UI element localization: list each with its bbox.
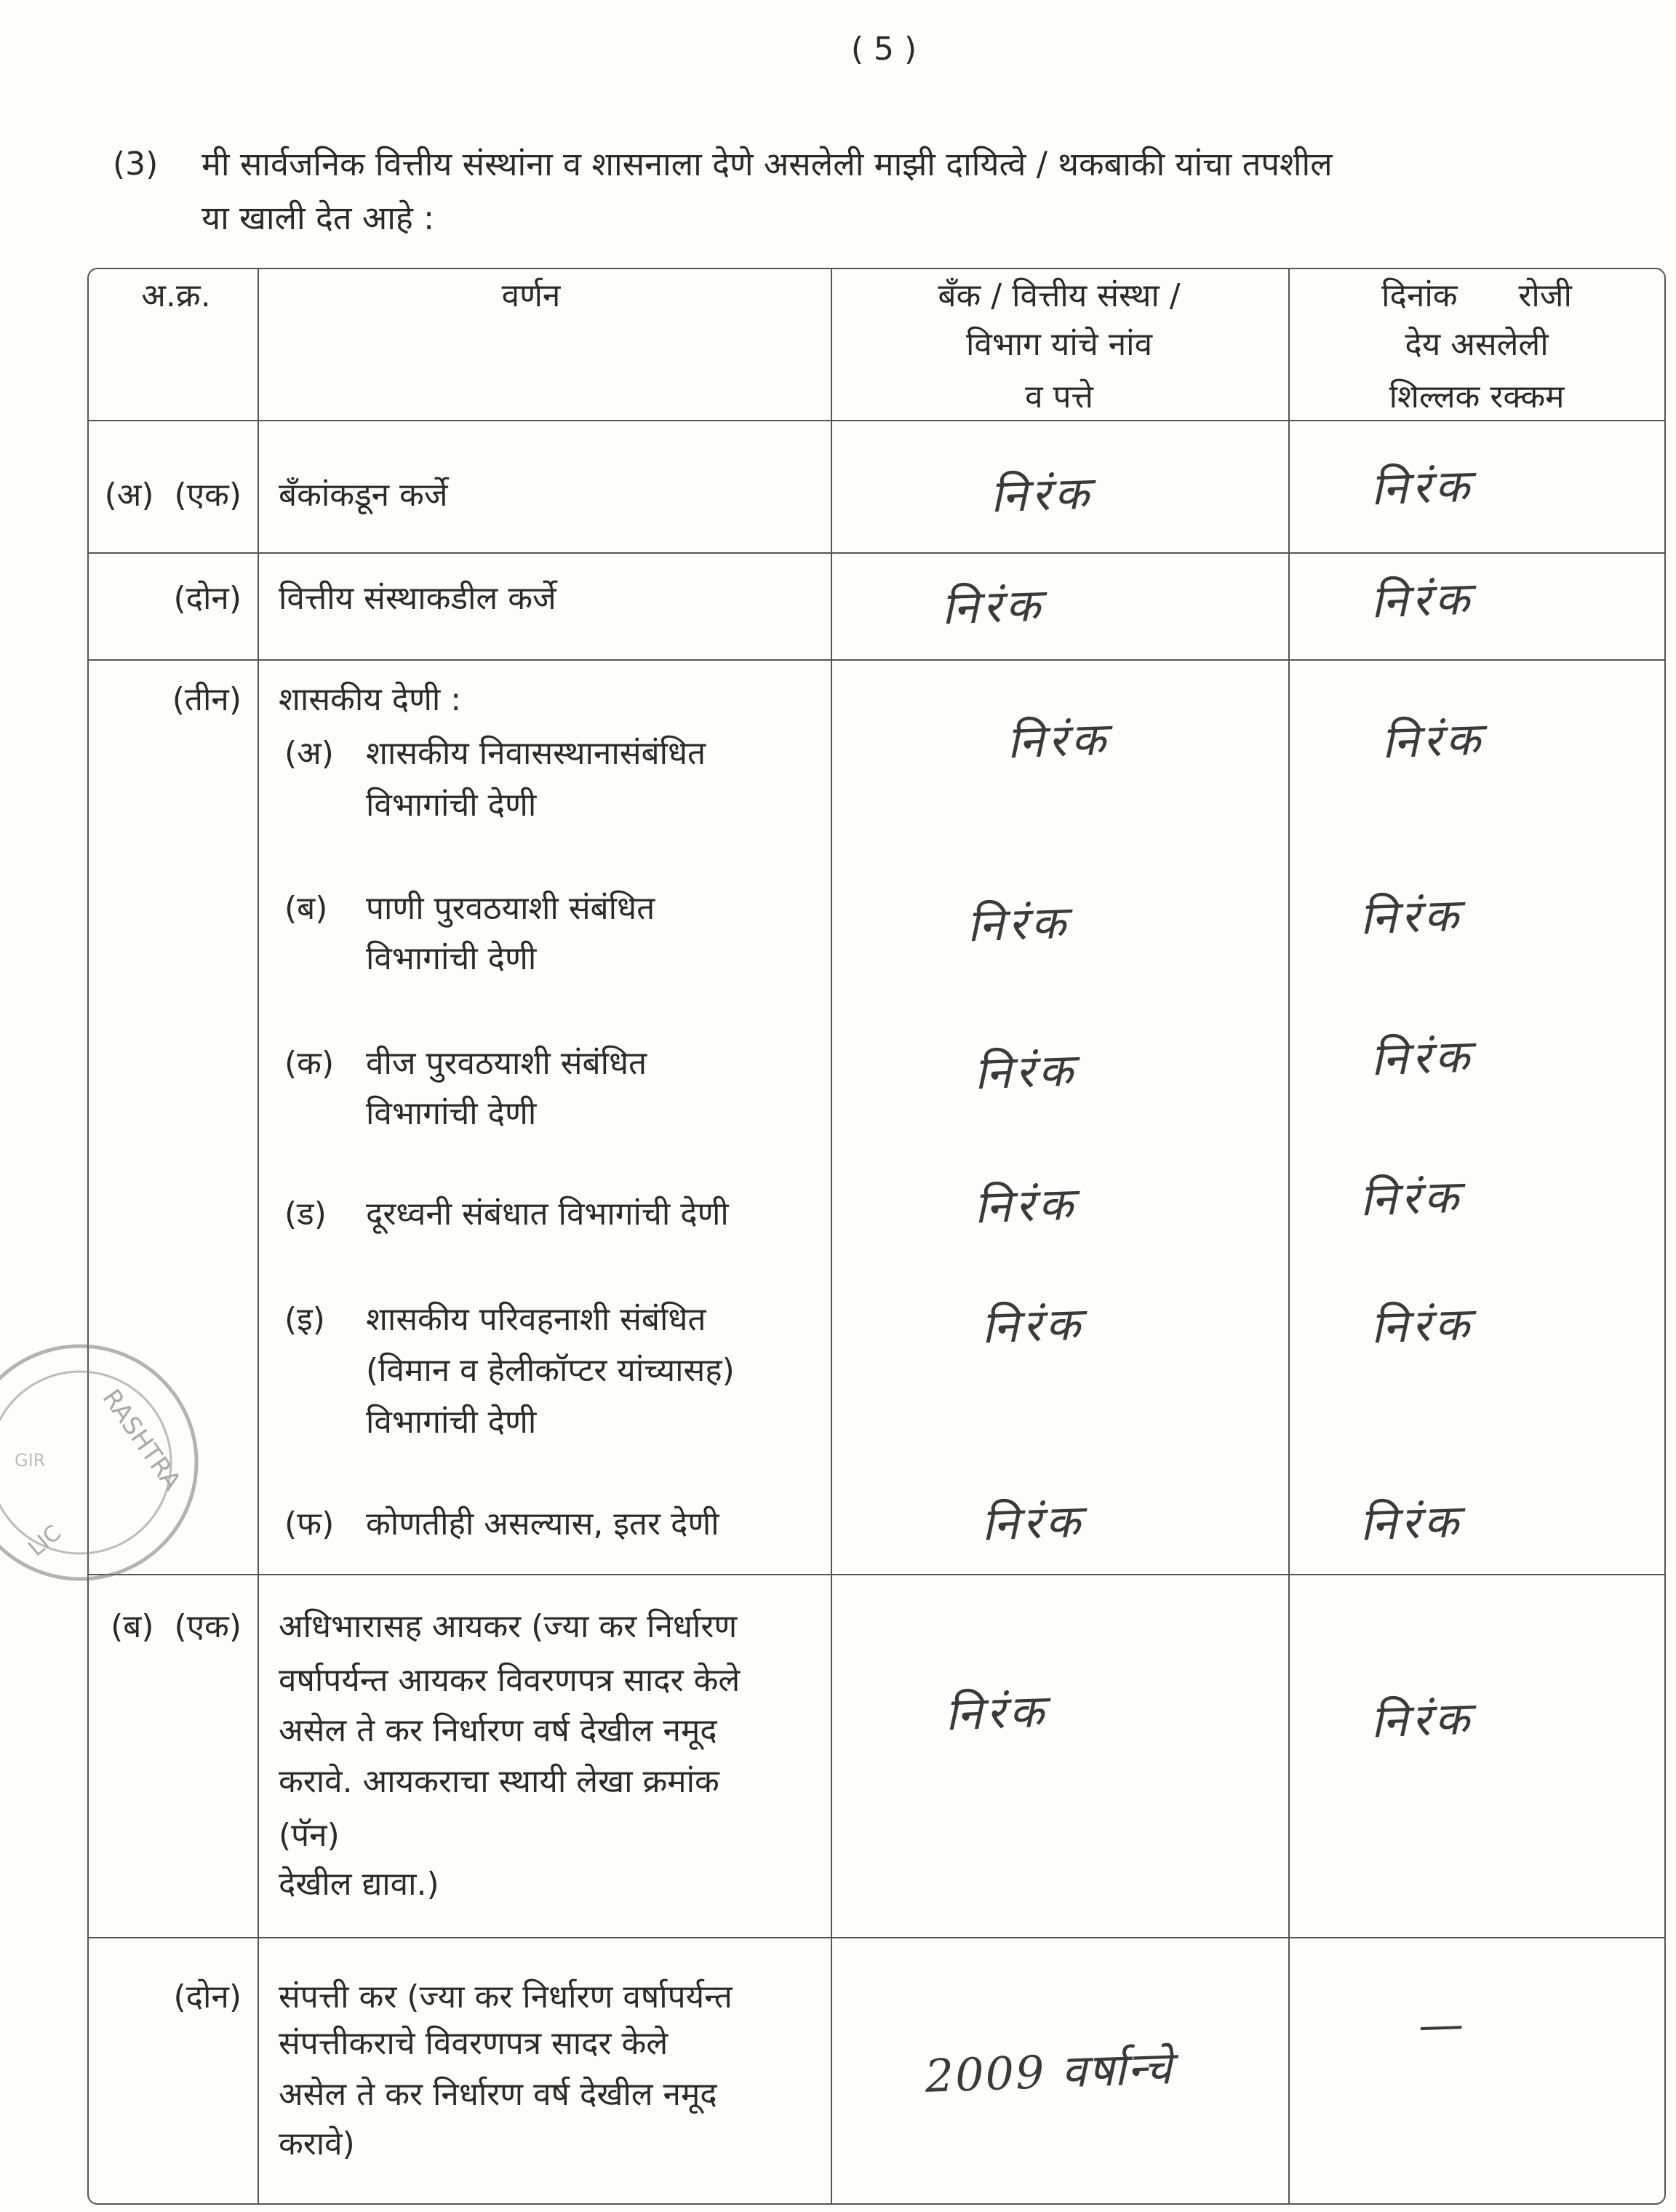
row-text: पाणी पुरवठयाशी संबंधित bbox=[366, 890, 655, 927]
column-divider bbox=[831, 268, 832, 2205]
sub-label: (ब) bbox=[284, 890, 328, 927]
row-divider bbox=[87, 552, 1666, 554]
handwritten-amount: निरंक bbox=[1370, 458, 1475, 516]
handwritten-bank: निरंक bbox=[973, 1177, 1079, 1234]
handwritten-amount: निरंक bbox=[1370, 1029, 1475, 1086]
official-seal-stamp bbox=[0, 1339, 204, 1586]
row-label: (ब) (एक) bbox=[111, 1608, 242, 1645]
svg-text:GIR: GIR bbox=[15, 1450, 46, 1471]
handwritten-bank: निरंक bbox=[941, 578, 1046, 635]
header-amount: देय असलेली bbox=[1405, 326, 1549, 363]
handwritten-bank: निरंक bbox=[989, 466, 1095, 523]
handwritten-amount: — bbox=[1417, 1997, 1469, 2052]
handwritten-bank: निरंक bbox=[1006, 712, 1112, 769]
row-text: बँकांकडून कर्जे bbox=[279, 477, 448, 514]
handwritten-amount: निरंक bbox=[1370, 571, 1475, 629]
row-divider bbox=[87, 659, 1666, 661]
svg-text:RASHTRA: RASHTRA bbox=[96, 1384, 187, 1496]
header-sr: अ.क्र. bbox=[141, 277, 211, 314]
row-divider bbox=[87, 1937, 1666, 1938]
sub-label: (इ) bbox=[284, 1301, 325, 1338]
intro-line-2: या खाली देत आहे : bbox=[201, 199, 435, 237]
row-text: करावे) bbox=[279, 2125, 355, 2163]
row-text: संपत्ती कर (ज्या कर निर्धारण वर्षापर्यन्त bbox=[279, 1978, 733, 2016]
row-label: (अ) (एक) bbox=[104, 477, 242, 514]
row-text: अधिभारासह आयकर (ज्या कर निर्धारण bbox=[279, 1608, 738, 1645]
row-text: कोणतीही असल्यास, इतर देणी bbox=[366, 1505, 719, 1543]
handwritten-bank: 2009 वर्षान्चे bbox=[924, 2041, 1174, 2103]
header-amount: दिनांक रोजी bbox=[1381, 277, 1572, 314]
handwritten-bank: निरंक bbox=[966, 895, 1072, 952]
header-bank: विभाग यांचे नांव bbox=[965, 326, 1153, 363]
header-bank: बँक / वित्तीय संस्था / bbox=[938, 277, 1181, 314]
row-divider bbox=[87, 1574, 1666, 1575]
table-border bbox=[87, 268, 1666, 2205]
row-text: (विमान व हेलीकॉप्टर यांच्यासह) bbox=[366, 1352, 735, 1389]
sub-label: (ड) bbox=[284, 1195, 327, 1233]
row-text: विभागांची देणी bbox=[366, 940, 537, 977]
row-text: असेल ते कर निर्धारण वर्ष देखील नमूद bbox=[279, 2076, 717, 2113]
row-text: विभागांची देणी bbox=[366, 1404, 537, 1441]
row-text: विभागांची देणी bbox=[366, 1095, 537, 1132]
header-amount: शिल्लक रक्कम bbox=[1389, 378, 1565, 415]
handwritten-amount: निरंक bbox=[1381, 712, 1486, 769]
row-text: शासकीय परिवहनाशी संबंधित bbox=[366, 1301, 706, 1338]
row-text: (पॅन) bbox=[279, 1817, 340, 1854]
row-text: देखील द्यावा.) bbox=[279, 1866, 439, 1903]
sub-label: (अ) bbox=[284, 735, 334, 772]
svg-text:LIC: LIC bbox=[23, 1520, 66, 1562]
handwritten-bank: निरंक bbox=[981, 1494, 1086, 1551]
row-text: वर्षापर्यन्त आयकर विवरणपत्र सादर केले bbox=[279, 1662, 741, 1699]
sub-label: (क) bbox=[284, 1045, 335, 1082]
row-text: वित्तीय संस्थाकडील कर्जे bbox=[279, 580, 556, 617]
handwritten-amount: निरंक bbox=[1370, 1297, 1475, 1354]
handwritten-bank: निरंक bbox=[981, 1297, 1086, 1354]
page-number: ( 5 ) bbox=[850, 31, 917, 68]
column-divider bbox=[258, 268, 259, 2205]
row-text: दूरध्वनी संबंधात विभागांची देणी bbox=[366, 1195, 729, 1233]
row-text: वीज पुरवठयाशी संबंधित bbox=[366, 1045, 647, 1082]
header-description: वर्णन bbox=[501, 277, 561, 314]
row-label: (दोन) bbox=[173, 580, 242, 617]
row-text: करावे. आयकराचा स्थायी लेखा क्रमांक bbox=[279, 1763, 719, 1800]
handwritten-bank: निरंक bbox=[973, 1043, 1079, 1100]
row-text: असेल ते कर निर्धारण वर्ष देखील नमूद bbox=[279, 1712, 717, 1749]
column-divider bbox=[1288, 268, 1290, 2205]
sub-label: (फ) bbox=[284, 1505, 335, 1543]
row-text: संपत्तीकराचे विवरणपत्र सादर केले bbox=[279, 2025, 669, 2062]
intro-line-1: मी सार्वजनिक वित्तीय संस्थांना व शासनाला देणे असलेली माझी दायित्वे / थकबाकी यांचा तपशील bbox=[201, 145, 1333, 183]
handwritten-amount: निरंक bbox=[1370, 1691, 1475, 1748]
handwritten-amount: निरंक bbox=[1359, 888, 1464, 945]
row-label: (तीन) bbox=[172, 681, 242, 718]
header-bank: व पत्ते bbox=[1025, 378, 1093, 415]
handwritten-amount: निरंक bbox=[1359, 1494, 1464, 1551]
row-label: (दोन) bbox=[173, 1978, 242, 2016]
row-divider bbox=[87, 420, 1666, 421]
handwritten-bank: निरंक bbox=[944, 1684, 1050, 1741]
row-text: शासकीय निवासस्थानासंबंधित bbox=[366, 735, 706, 772]
section-number: (3) bbox=[113, 146, 159, 183]
handwritten-amount: निरंक bbox=[1359, 1169, 1464, 1227]
row-text: शासकीय देणी : bbox=[279, 681, 462, 718]
row-text: विभागांची देणी bbox=[366, 787, 537, 824]
